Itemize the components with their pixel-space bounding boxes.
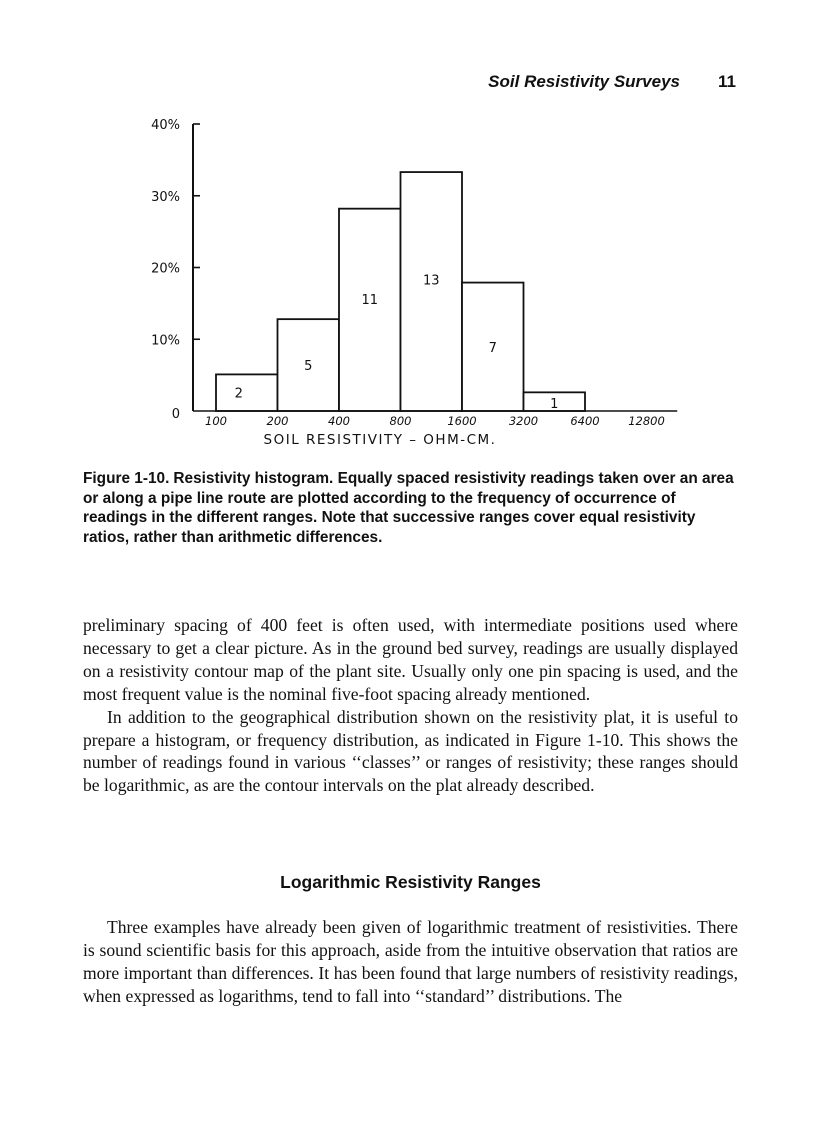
body-text [83, 614, 738, 797]
figure-caption-text: Resistivity histogram. Equally spaced resistivity readings taken over an area or along a pipe line route are plotted according to the frequency of occurrence of readings in the different ranges. Note that successive ranges cover equal resistivity ratios, rather than arithmetic differences. [83, 470, 734, 546]
figure-caption-label: Figure 1-10. [83, 470, 170, 487]
x-tick-label: 12800 [628, 414, 665, 428]
figure-caption [83, 469, 738, 547]
running-title: Soil Resistivity Surveys [488, 72, 680, 91]
histogram-bar [216, 374, 278, 411]
bar-count-label: 11 [361, 292, 379, 308]
body-paragraph: In addition to the geographical distribution shown on the resistivity plat, it is useful to prepare a histogram, or frequency distribution, as indicated in Figure 1-10. This shows the number of readings found in various ‘‘classes’’ or ranges of resistivity; these ranges should be logarithmic, as are the contour intervals on the plat already described. [83, 706, 738, 796]
x-axis-label: SOIL RESISTIVITY – OHM-CM. [263, 432, 497, 448]
bar-count-label: 1 [550, 397, 559, 412]
section-body [83, 916, 738, 1008]
x-tick-label: 200 [266, 414, 289, 428]
resistivity-histogram [150, 118, 690, 453]
x-tick-label: 800 [389, 414, 412, 428]
x-tick-label: 6400 [570, 414, 600, 428]
y-tick-label: 20% [151, 261, 180, 277]
bar-count-label: 5 [304, 359, 313, 375]
running-head [440, 72, 740, 96]
histogram-bar [401, 172, 463, 411]
bar-count-label: 13 [422, 273, 440, 289]
page-number: 11 [718, 72, 736, 91]
body-paragraph: Three examples have already been given of logarithmic treatment of resistivities. There is sound scientific basis for this approach, aside from the intuitive observation that ratios are more important than differences. It has been found that large numbers of resistivity readings, when expressed as logarithms, tend to fall into ‘‘standard’’ distributions. The [83, 917, 738, 1006]
y-tick-label: 0 [171, 407, 180, 422]
bar-count-label: 2 [234, 386, 243, 402]
y-tick-label: 10% [151, 333, 180, 349]
bar-count-label: 7 [488, 340, 497, 356]
y-tick-label: 30% [151, 189, 180, 205]
section-heading: Logarithmic Resistivity Ranges [280, 872, 541, 892]
body-paragraph: preliminary spacing of 400 feet is often used, with intermediate positions used where necessary to get a clear picture. As in the ground bed survey, readings are usually displayed on a resistivity contour map of the plant site. Usually only one pin spacing is used, and the most frequent value is the nominal five-foot spacing already mentioned. [83, 615, 738, 704]
histogram-bar [339, 209, 401, 411]
x-tick-label: 100 [205, 414, 227, 428]
x-tick-label: 1600 [447, 414, 477, 428]
x-tick-label: 3200 [508, 414, 539, 428]
x-tick-label: 400 [328, 414, 350, 428]
y-tick-label: 40% [151, 118, 180, 133]
